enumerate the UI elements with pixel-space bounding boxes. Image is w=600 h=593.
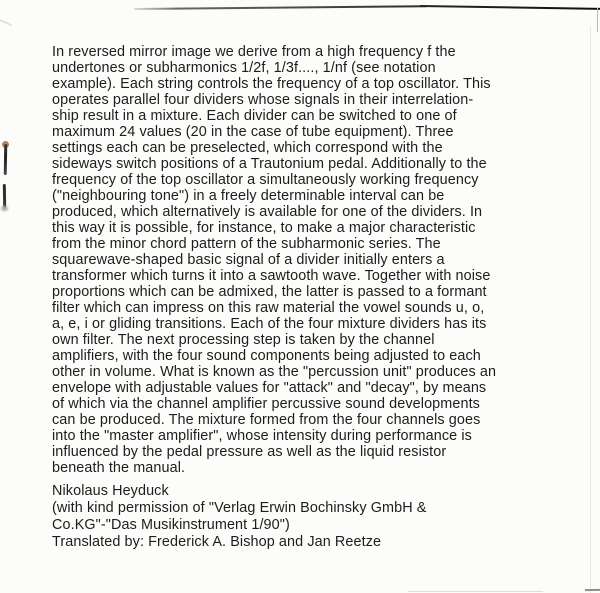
text-line: operates parallel four dividers whose signals in their interrelation- [52,92,474,108]
text-line: other in volume. What is known as the "percussion unit" produces an [52,364,497,380]
text-line: ("neighbouring tone") in a freely determinable interval can be [52,188,445,204]
text-line: filter which can impress on this raw material the vowel sounds u, o, [52,300,485,316]
text-line: beneath the manual. [52,460,186,476]
text-line: from the minor chord pattern of the subharmonic series. The [52,236,441,252]
text-line: proportions which can be admixed, the latter is passed to a formant [52,284,487,300]
staple-mark-lower [3,184,6,208]
scan-bottom-edge-line [408,591,543,592]
staple-mark-upper [4,144,8,175]
credits [52,483,582,551]
text-line: (with kind permission of "Verlag Erwin Bochinsky GmbH & [52,500,427,516]
text-line: Co.KG"-"Das Musikinstrument 1/90") [52,517,290,533]
text-line: own filter. The next processing step is taken by the channel [52,332,435,348]
author-name: Nikolaus Heyduck [52,483,169,499]
text-line: a, e, i or gliding transitions. Each of the four mixture dividers has its [52,316,487,332]
scan-smudge-left [1,206,8,211]
article-text [52,44,582,551]
text-line: ship result in a mixture. Each divider can be switched to one of [52,108,457,124]
text-line: amplifiers, with the four sound components being adjusted to each [52,348,481,364]
text-line: example). Each string controls the frequency of a top oscillator. This [52,76,491,92]
text-line: Translated by: Frederick A. Bishop and Jan Reetze [52,534,382,550]
scan-top-edge-line [134,5,426,9]
scan-right-edge-line [590,26,591,593]
text-line: produced, which alternatively is available for one of the dividers. In [52,204,483,220]
text-line: squarewave-shaped basic signal of a divider initially enters a [52,252,445,268]
scan-top-edge-line-right [420,5,600,10]
credit-lines [52,500,582,551]
text-line: can be produced. The mixture formed from the four channels goes [52,412,481,428]
scan-top-right-corner-mark [597,8,598,32]
text-line: In reversed mirror image we derive from a high frequency f the [52,44,456,60]
text-line: sideways switch positions of a Trautonium pedal. Additionally to the [52,156,487,172]
text-line: of which via the channel amplifier percussive sound developments [52,396,480,412]
text-line: undertones or subharmonics 1/2f, 1/3f...., 1/nf (see notation [52,60,436,76]
text-line: frequency of the top oscillator a simultaneously working frequency [52,172,479,188]
text-line: maximum 24 values (20 in the case of tube equipment). Three [52,124,454,140]
scan-bottom-right-mark [585,589,600,591]
text-line: settings each can be preselected, which correspond with the [52,140,443,156]
body-text [52,44,582,476]
text-line: transformer which turns it into a sawtooth wave. Together with noise [52,268,491,284]
text-line: this way it is possible, for instance, to make a major characteristic [52,220,476,236]
text-line: envelope with adjustable values for "attack" and "decay", by means [52,380,487,396]
text-line: into the "master amplifier", whose intensity during performance is [52,428,472,444]
text-line: influenced by the pedal pressure as well as the liquid resistor [52,444,447,460]
scan-top-left-corner-mark [0,19,12,26]
